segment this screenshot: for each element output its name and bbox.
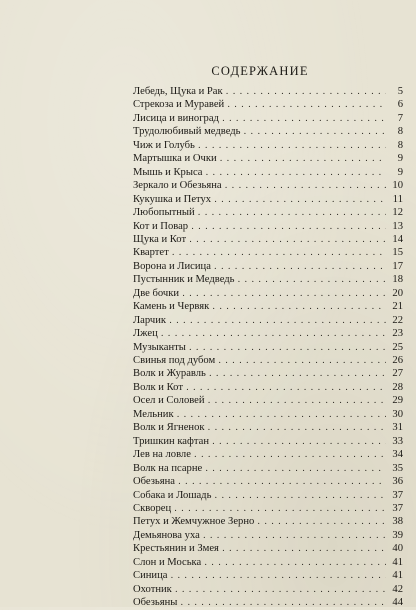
toc-entry-title: Волк на псарне xyxy=(133,462,203,474)
toc-entry-title: Лжец xyxy=(133,328,158,340)
dot-leader xyxy=(198,205,386,219)
toc-entry-title: Лев на ловле xyxy=(133,449,191,461)
toc-entry xyxy=(133,97,403,111)
toc-entry-page-number: 9 xyxy=(397,166,403,178)
toc-entry-page-number: 33 xyxy=(392,435,403,447)
toc-entry xyxy=(133,555,403,569)
dot-leader xyxy=(220,151,386,165)
toc-entry-page-number: 15 xyxy=(392,247,403,259)
toc-entry xyxy=(133,84,403,98)
toc-entry-title: Две бочки xyxy=(133,287,180,299)
toc-entry-page-number: 14 xyxy=(392,233,403,245)
dot-leader xyxy=(222,111,386,125)
toc-entry-title: Стрекоза и Муравей xyxy=(133,99,225,111)
dot-leader xyxy=(208,393,386,407)
toc-entry-title: Мельник xyxy=(133,408,174,420)
toc-entry xyxy=(133,138,403,152)
dot-leader xyxy=(178,474,386,488)
toc-entry xyxy=(133,151,403,165)
dot-leader xyxy=(186,380,386,394)
toc-entry-page-number: 41 xyxy=(392,570,403,582)
toc-entry xyxy=(133,272,403,286)
dot-leader xyxy=(218,353,386,367)
dot-leader xyxy=(212,299,386,313)
toc-entry-page-number: 5 xyxy=(397,86,403,97)
dot-leader xyxy=(198,138,386,152)
toc-entry-title: Слон и Моська xyxy=(133,556,202,568)
toc-entry-title: Свинья под дубом xyxy=(133,355,216,366)
toc-entry-page-number: 8 xyxy=(397,139,403,151)
toc-entry-title: Чиж и Голубь xyxy=(133,139,195,151)
toc-entry xyxy=(133,488,403,502)
dot-leader xyxy=(194,447,386,461)
dot-leader xyxy=(226,84,386,98)
toc-entry xyxy=(133,541,403,555)
toc-entry-title: Осел и Соловей xyxy=(133,395,205,407)
toc-entry xyxy=(133,124,403,138)
toc-entry xyxy=(133,232,403,246)
toc-entry-title: Квартет xyxy=(133,247,169,259)
dot-leader xyxy=(227,97,386,111)
toc-entry-title: Демьянова уха xyxy=(133,529,200,541)
toc-entry-title: Любопытный xyxy=(133,207,195,219)
toc-entry-page-number: 37 xyxy=(392,489,403,501)
dot-leader xyxy=(237,272,386,286)
toc-entry xyxy=(133,353,403,367)
toc-entry-title: Щука и Кот xyxy=(133,233,187,245)
toc-entry-page-number: 39 xyxy=(392,529,403,541)
toc-entry xyxy=(133,111,403,125)
dot-leader xyxy=(209,366,386,380)
toc-entry-title: Камень и Червяк xyxy=(133,301,210,313)
toc-entry-title: Охотник xyxy=(133,583,172,595)
toc-entry-page-number: 18 xyxy=(392,274,403,286)
toc-entry xyxy=(133,178,403,192)
toc-entry-page-number: 8 xyxy=(397,126,403,138)
toc-entry xyxy=(133,582,403,596)
toc-entry-page-number: 11 xyxy=(392,193,403,205)
toc-entry-title: Кукушка и Петух xyxy=(133,193,212,205)
dot-leader xyxy=(225,178,386,192)
dot-leader xyxy=(172,245,386,259)
dot-leader xyxy=(203,528,386,542)
dot-leader xyxy=(243,124,386,138)
toc-entry xyxy=(133,407,403,421)
dot-leader xyxy=(222,541,386,555)
dot-leader xyxy=(257,514,386,528)
toc-entry-page-number: 7 xyxy=(397,112,403,124)
toc-entry-title: Волк и Кот xyxy=(133,381,183,393)
toc-entry-page-number: 40 xyxy=(392,543,403,555)
toc-entry xyxy=(133,420,403,434)
toc-entry-page-number: 30 xyxy=(392,408,403,420)
toc-entry-page-number: 41 xyxy=(392,556,403,568)
toc-entry-page-number: 38 xyxy=(392,516,403,528)
toc-entry-title: Волк и Журавль xyxy=(133,368,206,380)
toc-entry-page-number: 13 xyxy=(392,220,403,232)
toc-entry-title: Лебедь, Щука и Рак xyxy=(133,86,223,97)
toc-entry-title: Ларчик xyxy=(133,314,167,326)
dot-leader xyxy=(177,407,386,421)
toc-entry-page-number: 35 xyxy=(392,462,403,474)
toc-entry-title: Музыканты xyxy=(133,341,186,353)
dot-leader xyxy=(161,326,386,340)
toc-entry xyxy=(133,340,403,354)
toc-entry xyxy=(133,393,403,407)
toc-entry-page-number: 37 xyxy=(392,502,403,514)
toc-entry-page-number: 6 xyxy=(397,99,403,111)
toc-entry xyxy=(133,192,403,206)
toc-entry-title: Кот и Повар xyxy=(133,220,189,232)
toc-entry-page-number: 25 xyxy=(392,341,403,353)
toc-entry xyxy=(133,219,403,233)
toc-entry xyxy=(133,313,403,327)
toc-entry-title: Обезьяны xyxy=(133,597,178,609)
toc-entry-page-number: 27 xyxy=(392,368,403,380)
toc-entry-title: Собака и Лошадь xyxy=(133,489,212,501)
toc-entry xyxy=(133,528,403,542)
dot-leader xyxy=(204,555,386,569)
toc-entry xyxy=(133,366,403,380)
toc-entry-page-number: 42 xyxy=(392,583,403,595)
toc-entry-page-number: 44 xyxy=(392,597,403,609)
toc-entry-page-number: 10 xyxy=(392,180,403,192)
toc-entry-page-number: 34 xyxy=(392,449,403,461)
toc-entry-title: Пустынник и Медведь xyxy=(133,274,235,286)
dot-leader xyxy=(189,232,386,246)
toc-entry-page-number: 29 xyxy=(392,395,403,407)
toc-entry xyxy=(133,259,403,273)
toc-entry xyxy=(133,299,403,313)
dot-leader xyxy=(175,582,386,596)
toc-entry-page-number: 36 xyxy=(392,476,403,488)
toc-entry xyxy=(133,568,403,582)
dot-leader xyxy=(169,313,386,327)
toc-entry-title: Скворец xyxy=(133,502,172,514)
toc-entry-page-number: 21 xyxy=(392,301,403,313)
toc-entry-title: Лисица и виноград xyxy=(133,112,219,124)
dot-leader xyxy=(214,192,386,206)
toc-entry xyxy=(133,326,403,340)
toc-entry xyxy=(133,165,403,179)
dot-leader xyxy=(174,501,386,515)
toc-entry-title: Ворона и Лисица xyxy=(133,260,211,272)
toc-entry-title: Мышь и Крыса xyxy=(133,166,203,178)
toc-entry-page-number: 28 xyxy=(392,381,403,393)
toc-entry-page-number: 20 xyxy=(392,287,403,299)
toc-entry-page-number: 23 xyxy=(392,328,403,340)
dot-leader xyxy=(191,219,386,233)
toc-entry-page-number: 22 xyxy=(392,314,403,326)
toc-entry-title: Мартышка и Очки xyxy=(133,153,217,165)
toc-entry-title: Волк и Ягненок xyxy=(133,422,205,434)
toc-entry xyxy=(133,447,403,461)
dot-leader xyxy=(206,165,386,179)
toc-entry xyxy=(133,501,403,515)
toc-entry-page-number: 9 xyxy=(397,153,403,165)
dot-leader xyxy=(214,488,386,502)
toc-entry-title: Тришкин кафтан xyxy=(133,435,210,447)
page-title: СОДЕРЖАНИЕ xyxy=(211,64,309,78)
toc-entry-title: Трудолюбивый медведь xyxy=(133,126,241,138)
toc-entry-title: Обезьяна xyxy=(133,476,175,488)
toc-entry-page-number: 12 xyxy=(392,207,403,219)
dot-leader xyxy=(182,286,386,300)
toc-entry-title: Петух и Жемчужное Зерно xyxy=(133,516,255,528)
toc-entry xyxy=(133,434,403,448)
dot-leader xyxy=(170,568,386,582)
dot-leader xyxy=(212,434,386,448)
dot-leader xyxy=(205,461,386,475)
toc-entry xyxy=(133,286,403,300)
dot-leader xyxy=(189,340,386,354)
toc-entry xyxy=(133,474,403,488)
dot-leader xyxy=(214,259,386,273)
toc-entry xyxy=(133,380,403,394)
toc-entry xyxy=(133,245,403,259)
toc-entry-title: Синица xyxy=(133,570,168,582)
toc-entry-page-number: 31 xyxy=(392,422,403,434)
toc-entry xyxy=(133,514,403,528)
toc-entry xyxy=(133,205,403,219)
toc-entry xyxy=(133,461,403,475)
toc-entry-page-number: 17 xyxy=(392,260,403,272)
toc-entry-title: Крестьянин и Змея xyxy=(133,543,219,555)
toc-entry-title: Зеркало и Обезьяна xyxy=(133,180,222,192)
dot-leader xyxy=(208,420,386,434)
toc-entry-page-number: 26 xyxy=(392,355,403,366)
